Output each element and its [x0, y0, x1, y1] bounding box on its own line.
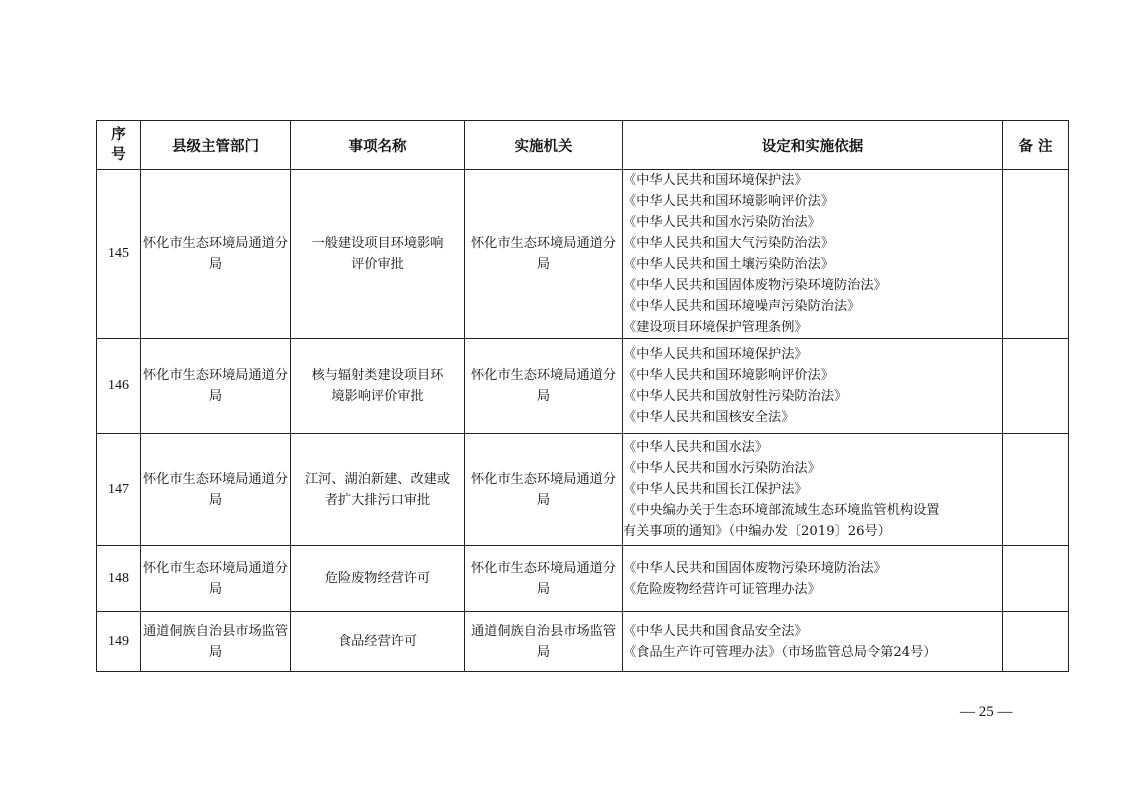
row-remarks — [1003, 612, 1069, 672]
basis-line: 《中华人民共和国水污染防治法》 — [623, 215, 821, 230]
row-department: 通道侗族自治县市场监管局 — [141, 612, 291, 672]
basis-line: 《中华人民共和国放射性污染防治法》 — [623, 389, 848, 404]
table-row — [97, 170, 1069, 339]
basis-line: 《中华人民共和国环境影响评价法》 — [623, 194, 834, 209]
header-agency: 实施机关 — [465, 121, 623, 170]
row-item-name: 危险废物经营许可 — [291, 546, 465, 612]
row-remarks — [1003, 434, 1069, 546]
row-seq: 148 — [97, 546, 141, 612]
basis-line: 《中华人民共和国环境噪声污染防治法》 — [623, 299, 861, 314]
basis-line: 《中华人民共和国土壤污染防治法》 — [623, 257, 834, 272]
row-agency: 通道侗族自治县市场监管局 — [465, 612, 623, 672]
row-seq: 146 — [97, 339, 141, 434]
row-department: 怀化市生态环境局通道分局 — [141, 339, 291, 434]
basis-line: 《中华人民共和国环境保护法》 — [623, 347, 808, 362]
basis-line: 《中华人民共和国核安全法》 — [623, 410, 795, 425]
row-department: 怀化市生态环境局通道分局 — [141, 546, 291, 612]
basis-line: 《危险废物经营许可证管理办法》 — [623, 581, 821, 597]
row-basis — [623, 170, 1003, 339]
row-basis — [623, 612, 1003, 672]
basis-line: 《中华人民共和国水法》 — [623, 440, 769, 455]
basis-line: 《中华人民共和国固体废物污染环境防治法》 — [623, 278, 887, 293]
table-row — [97, 546, 1069, 612]
header-department: 县级主管部门 — [141, 121, 291, 170]
table-row — [97, 612, 1069, 672]
row-agency: 怀化市生态环境局通道分局 — [465, 170, 623, 339]
header-remarks: 备 注 — [1003, 121, 1069, 170]
table-row — [97, 434, 1069, 546]
basis-line: 《中央编办关于生态环境部流域生态环境监管机构设置 — [623, 503, 940, 518]
row-item-name: 江河、湖泊新建、改建或者扩大排污口审批 — [291, 434, 465, 546]
basis-line: 《中华人民共和国长江保护法》 — [623, 482, 808, 497]
row-agency: 怀化市生态环境局通道分局 — [465, 434, 623, 546]
row-remarks — [1003, 546, 1069, 612]
row-agency: 怀化市生态环境局通道分局 — [465, 546, 623, 612]
row-seq: 147 — [97, 434, 141, 546]
row-remarks — [1003, 170, 1069, 339]
header-item-name: 事项名称 — [291, 121, 465, 170]
row-item-name: 一般建设项目环境影响评价审批 — [291, 170, 465, 339]
row-department: 怀化市生态环境局通道分局 — [141, 170, 291, 339]
basis-line: 《中华人民共和国固体废物污染环境防治法》 — [623, 560, 887, 576]
row-agency: 怀化市生态环境局通道分局 — [465, 339, 623, 434]
row-basis — [623, 434, 1003, 546]
row-seq: 145 — [97, 170, 141, 339]
basis-line: 《中华人民共和国大气污染防治法》 — [623, 236, 834, 251]
table-row — [97, 339, 1069, 434]
basis-line: 《建设项目环境保护管理条例》 — [623, 320, 808, 335]
basis-line: 《中华人民共和国环境影响评价法》 — [623, 368, 834, 383]
header-seq — [97, 121, 141, 170]
table-header-row — [97, 121, 1069, 170]
basis-line: 《中华人民共和国水污染防治法》 — [623, 461, 821, 476]
row-item-name: 食品经营许可 — [291, 612, 465, 672]
basis-line: 《中华人民共和国环境保护法》 — [623, 173, 808, 188]
page-number: — 25 — — [960, 704, 1013, 720]
basis-line: 《食品生产许可管理办法》（市场监管总局令第24号） — [623, 644, 937, 660]
header-seq-label: 序号 — [111, 127, 126, 163]
row-item-name: 核与辐射类建设项目环境影响评价审批 — [291, 339, 465, 434]
row-seq: 149 — [97, 612, 141, 672]
row-department: 怀化市生态环境局通道分局 — [141, 434, 291, 546]
row-remarks — [1003, 339, 1069, 434]
header-basis: 设定和实施依据 — [623, 121, 1003, 170]
basis-line: 《中华人民共和国食品安全法》 — [623, 623, 808, 639]
row-basis — [623, 339, 1003, 434]
matters-table — [96, 120, 1069, 672]
row-basis — [623, 546, 1003, 612]
basis-line: 有关事项的通知》（中编办发〔2019〕26号） — [623, 524, 891, 539]
